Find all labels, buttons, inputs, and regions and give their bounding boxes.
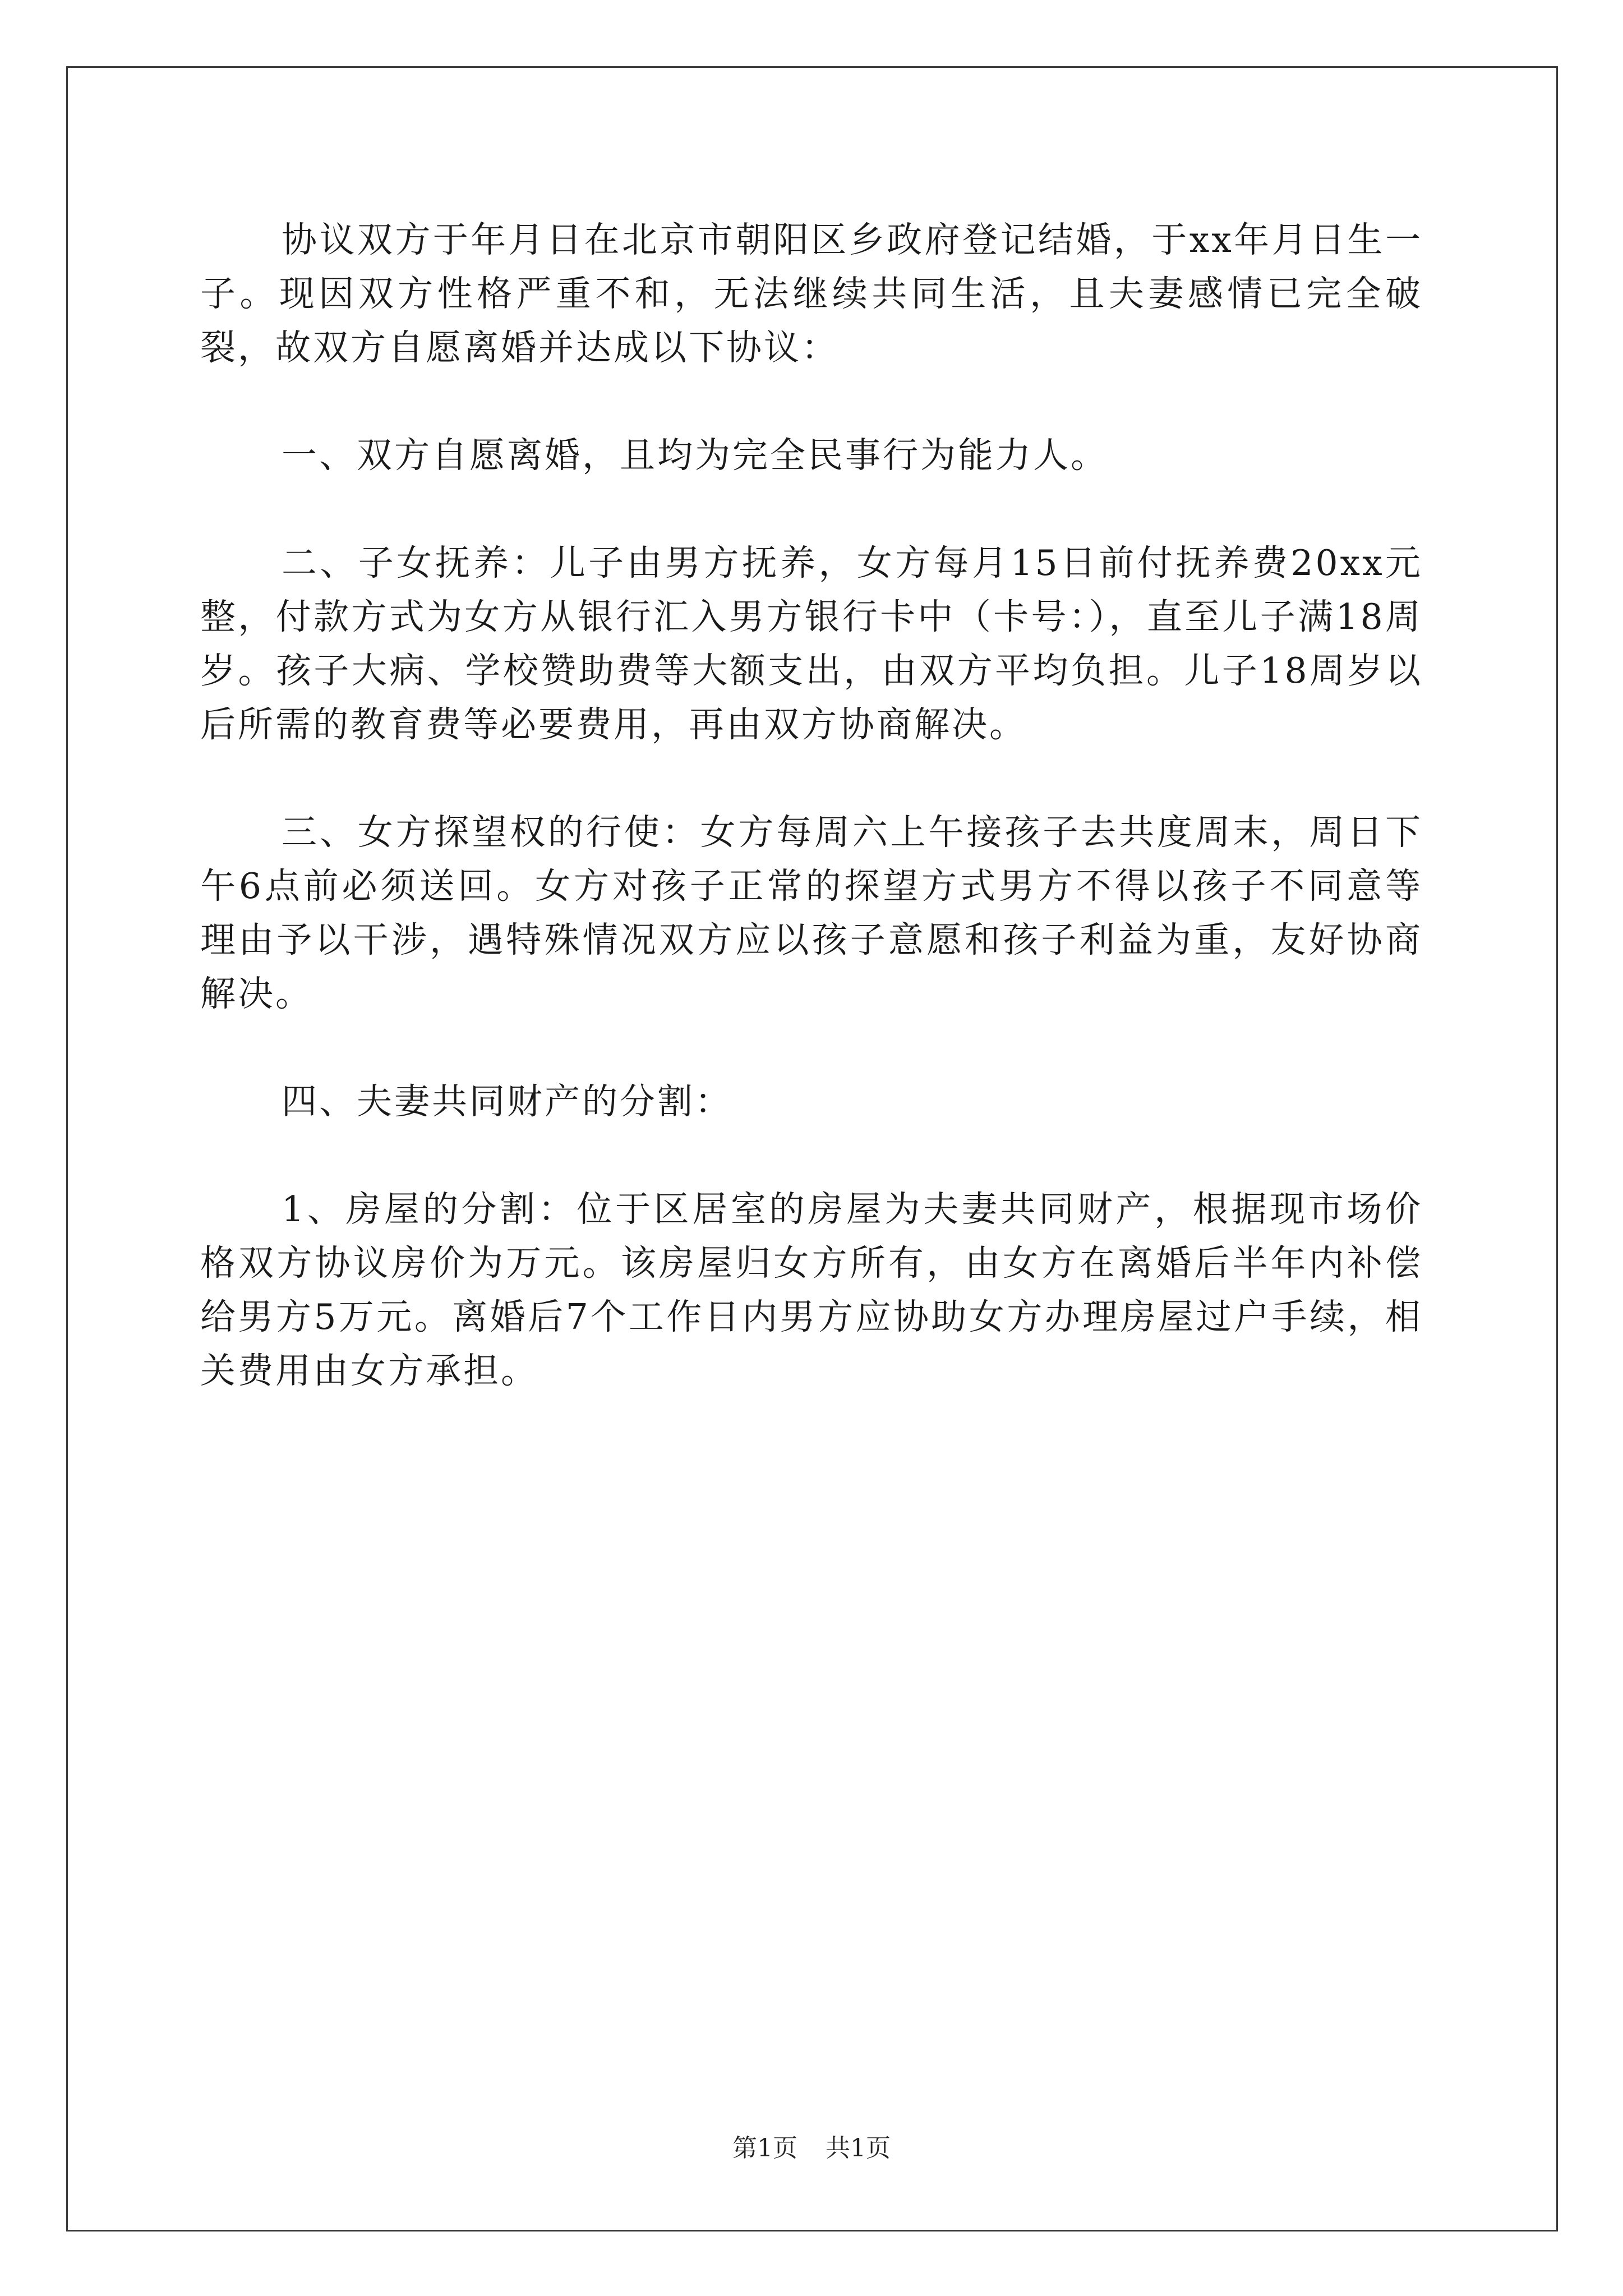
paragraph-intro: 协议双方于年月日在北京市朝阳区乡政府登记结婚，于xx年月日生一子。现因双方性格严重不和，无法继续共同生活，且夫妻感情已完全破裂，故双方自愿离婚并达成以下协议：	[200, 219, 1423, 368]
paragraph-clause-3: 三、女方探望权的行使：女方每周六上午接孩子去共度周末，周日下午6点前必须送回。女方对孩子正常的探望方式男方不得以孩子不同意等理由予以干涉，遇特殊情况双方应以孩子意愿和孩子利益为重，友好协商解决。	[200, 812, 1423, 1014]
paragraph-clause-2: 二、子女抚养：儿子由男方抚养，女方每月15日前付抚养费20xx元整，付款方式为女方从银行汇入男方银行卡中（卡号：），直至儿子满18周岁。孩子大病、学校赞助费等大额支出，由双方平均负担。儿子18周岁以后所需的教育费等必要费用，再由双方协商解决。	[200, 542, 1423, 745]
paragraph-clause-4-1: 1、房屋的分割：位于区居室的房屋为夫妻共同财产，根据现市场价格双方协议房价为万元。该房屋归女方所有，由女方在离婚后半年内补偿给男方5万元。离婚后7个工作日内男方应协助女方办理房屋过户手续，相关费用由女方承担。	[200, 1189, 1423, 1391]
paragraph-clause-4: 四、夫妻共同财产的分割：	[282, 1081, 732, 1122]
page-footer	[0, 2132, 1623, 2165]
page-total: 共1页	[826, 2134, 891, 2162]
page-number: 第1页	[732, 2134, 797, 2162]
paragraph-clause-1: 一、双方自愿离婚，且均为完全民事行为能力人。	[282, 435, 1108, 476]
document-body	[200, 213, 1423, 1452]
